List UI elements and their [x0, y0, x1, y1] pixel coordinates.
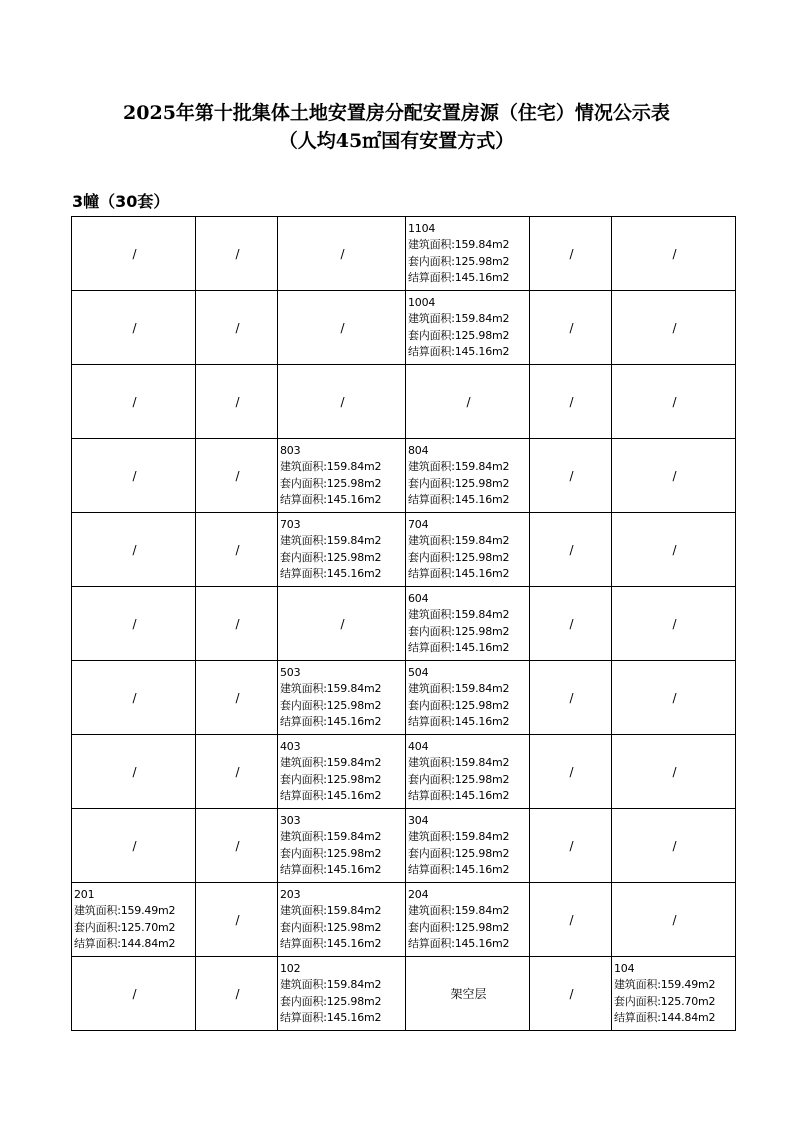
empty-unit-cell: / — [612, 735, 736, 809]
unit-cell — [278, 439, 406, 513]
page-subtitle: （人均45㎡国有安置方式） — [278, 130, 515, 152]
unit-room-number: 304 — [408, 813, 429, 827]
unit-room-number: 1004 — [408, 295, 436, 309]
empty-unit-cell: / — [72, 365, 196, 439]
unit-cell — [278, 735, 406, 809]
unit-settlement-area: 结算面积:145.16m2 — [280, 789, 382, 802]
unit-building-area: 建筑面积:159.49m2 — [74, 904, 176, 917]
unit-building-area: 建筑面积:159.84m2 — [408, 830, 510, 843]
empty-unit-cell: / — [196, 217, 278, 291]
unit-cell — [406, 291, 530, 365]
unit-room-number: 404 — [408, 739, 429, 753]
unit-inner-area: 套内面积:125.98m2 — [408, 772, 510, 786]
table-row — [72, 587, 736, 661]
table-row — [72, 883, 736, 957]
empty-unit-cell: / — [278, 217, 406, 291]
unit-settlement-area: 结算面积:144.84m2 — [614, 1011, 716, 1024]
unit-building-area: 建筑面积:159.84m2 — [408, 238, 510, 251]
empty-unit-cell: / — [196, 661, 278, 735]
empty-unit-cell: / — [72, 957, 196, 1031]
unit-room-number: 504 — [408, 665, 429, 679]
empty-unit-cell: / — [278, 365, 406, 439]
unit-inner-area: 套内面积:125.98m2 — [280, 550, 382, 564]
empty-unit-cell: / — [612, 661, 736, 735]
unit-cell — [406, 809, 530, 883]
table-row — [72, 957, 736, 1031]
page-title: 2025年第十批集体土地安置房分配安置房源（住宅）情况公示表 — [123, 102, 670, 124]
unit-settlement-area: 结算面积:145.16m2 — [408, 271, 510, 284]
unit-inner-area: 套内面积:125.98m2 — [408, 550, 510, 564]
unit-cell — [278, 957, 406, 1031]
unit-cell — [278, 883, 406, 957]
table-row — [72, 291, 736, 365]
unit-settlement-area: 结算面积:145.16m2 — [408, 937, 510, 950]
unit-cell — [406, 735, 530, 809]
empty-unit-cell: / — [72, 439, 196, 513]
empty-unit-cell: / — [530, 957, 612, 1031]
table-row — [72, 365, 736, 439]
empty-unit-cell: / — [530, 883, 612, 957]
empty-unit-cell: / — [612, 587, 736, 661]
unit-building-area: 建筑面积:159.84m2 — [408, 904, 510, 917]
unit-settlement-area: 结算面积:145.16m2 — [408, 493, 510, 506]
unit-building-area: 建筑面积:159.49m2 — [614, 978, 716, 991]
unit-room-number: 1104 — [408, 221, 436, 235]
unit-settlement-area: 结算面积:145.16m2 — [408, 641, 510, 654]
empty-unit-cell: / — [278, 291, 406, 365]
unit-settlement-area: 结算面积:145.16m2 — [280, 863, 382, 876]
empty-unit-cell: / — [196, 587, 278, 661]
unit-building-area: 建筑面积:159.84m2 — [408, 460, 510, 473]
unit-inner-area: 套内面积:125.98m2 — [408, 254, 510, 268]
empty-unit-cell: / — [72, 735, 196, 809]
unit-inner-area: 套内面积:125.98m2 — [280, 698, 382, 712]
empty-unit-cell: / — [530, 587, 612, 661]
empty-unit-cell: / — [530, 217, 612, 291]
unit-room-number: 403 — [280, 739, 301, 753]
empty-unit-cell: / — [196, 439, 278, 513]
unit-building-area: 建筑面积:159.84m2 — [280, 682, 382, 695]
unit-settlement-area: 结算面积:145.16m2 — [408, 715, 510, 728]
unit-settlement-area: 结算面积:145.16m2 — [408, 789, 510, 802]
unit-inner-area: 套内面积:125.98m2 — [408, 698, 510, 712]
table-row — [72, 735, 736, 809]
empty-unit-cell: / — [196, 809, 278, 883]
unit-building-area: 建筑面积:159.84m2 — [408, 756, 510, 769]
unit-settlement-area: 结算面积:145.16m2 — [280, 1011, 382, 1024]
unit-inner-area: 套内面积:125.98m2 — [408, 846, 510, 860]
unit-inner-area: 套内面积:125.70m2 — [614, 994, 716, 1008]
unit-inner-area: 套内面积:125.98m2 — [280, 476, 382, 490]
unit-room-number: 201 — [74, 887, 95, 901]
unit-building-area: 建筑面积:159.84m2 — [280, 830, 382, 843]
unit-inner-area: 套内面积:125.98m2 — [408, 920, 510, 934]
table-row — [72, 661, 736, 735]
unit-settlement-area: 结算面积:145.16m2 — [280, 715, 382, 728]
empty-unit-cell: / — [612, 439, 736, 513]
unit-inner-area: 套内面积:125.70m2 — [74, 920, 176, 934]
unit-settlement-area: 结算面积:145.16m2 — [408, 863, 510, 876]
unit-inner-area: 套内面积:125.98m2 — [408, 624, 510, 638]
table-row — [72, 217, 736, 291]
building-label: 3幢（30套） — [72, 192, 170, 211]
unit-building-area: 建筑面积:159.84m2 — [408, 312, 510, 325]
unit-building-area: 建筑面积:159.84m2 — [280, 534, 382, 547]
unit-cell — [406, 217, 530, 291]
empty-unit-cell: / — [612, 291, 736, 365]
unit-room-number: 803 — [280, 443, 301, 457]
housing-table — [71, 216, 736, 1031]
unit-settlement-area: 结算面积:145.16m2 — [280, 567, 382, 580]
table-row — [72, 513, 736, 587]
empty-unit-cell: / — [72, 587, 196, 661]
unit-room-number: 503 — [280, 665, 301, 679]
empty-unit-cell: / — [196, 513, 278, 587]
unit-cell — [612, 957, 736, 1031]
unit-building-area: 建筑面积:159.84m2 — [408, 608, 510, 621]
unit-settlement-area: 结算面积:145.16m2 — [408, 345, 510, 358]
unit-room-number: 303 — [280, 813, 301, 827]
empty-unit-cell: / — [612, 809, 736, 883]
unit-cell — [406, 439, 530, 513]
empty-unit-cell: / — [72, 291, 196, 365]
empty-unit-cell: / — [72, 809, 196, 883]
unit-cell — [406, 513, 530, 587]
empty-unit-cell: / — [530, 661, 612, 735]
unit-room-number: 704 — [408, 517, 429, 531]
empty-unit-cell: / — [530, 809, 612, 883]
empty-unit-cell: / — [72, 513, 196, 587]
unit-building-area: 建筑面积:159.84m2 — [280, 904, 382, 917]
empty-unit-cell: / — [196, 291, 278, 365]
unit-cell — [406, 661, 530, 735]
empty-unit-cell: / — [530, 513, 612, 587]
unit-building-area: 建筑面积:159.84m2 — [280, 756, 382, 769]
unit-room-number: 804 — [408, 443, 429, 457]
unit-cell — [278, 809, 406, 883]
empty-unit-cell: / — [196, 365, 278, 439]
empty-unit-cell: / — [530, 291, 612, 365]
unit-settlement-area: 结算面积:145.16m2 — [280, 493, 382, 506]
empty-unit-cell: / — [530, 365, 612, 439]
unit-inner-area: 套内面积:125.98m2 — [280, 772, 382, 786]
empty-unit-cell: / — [72, 661, 196, 735]
unit-building-area: 建筑面积:159.84m2 — [280, 460, 382, 473]
unit-cell — [278, 661, 406, 735]
unit-room-number: 604 — [408, 591, 429, 605]
unit-room-number: 203 — [280, 887, 301, 901]
empty-unit-cell: / — [612, 365, 736, 439]
unit-inner-area: 套内面积:125.98m2 — [408, 328, 510, 342]
empty-unit-cell: / — [612, 513, 736, 587]
empty-unit-cell: / — [530, 735, 612, 809]
unit-cell — [406, 587, 530, 661]
unit-inner-area: 套内面积:125.98m2 — [408, 476, 510, 490]
empty-unit-cell: / — [530, 439, 612, 513]
empty-unit-cell: / — [612, 883, 736, 957]
unit-building-area: 建筑面积:159.84m2 — [408, 534, 510, 547]
empty-unit-cell: / — [196, 883, 278, 957]
unit-cell — [406, 883, 530, 957]
unit-building-area: 建筑面积:159.84m2 — [280, 978, 382, 991]
empty-unit-cell: / — [196, 735, 278, 809]
empty-unit-cell: / — [196, 957, 278, 1031]
unit-settlement-area: 结算面积:144.84m2 — [74, 937, 176, 950]
unit-building-area: 建筑面积:159.84m2 — [408, 682, 510, 695]
unit-inner-area: 套内面积:125.98m2 — [280, 994, 382, 1008]
empty-unit-cell: / — [612, 217, 736, 291]
unit-inner-area: 套内面积:125.98m2 — [280, 846, 382, 860]
table-row — [72, 809, 736, 883]
unit-room-number: 104 — [614, 961, 635, 975]
unit-room-number: 102 — [280, 961, 301, 975]
empty-unit-cell: / — [72, 217, 196, 291]
empty-unit-cell: / — [278, 587, 406, 661]
unit-inner-area: 套内面积:125.98m2 — [280, 920, 382, 934]
empty-unit-cell: / — [406, 365, 530, 439]
unit-cell — [278, 513, 406, 587]
unit-settlement-area: 结算面积:145.16m2 — [280, 937, 382, 950]
unit-room-number: 204 — [408, 887, 429, 901]
stilt-floor-cell: 架空层 — [406, 957, 530, 1031]
unit-cell — [72, 883, 196, 957]
unit-room-number: 703 — [280, 517, 301, 531]
unit-settlement-area: 结算面积:145.16m2 — [408, 567, 510, 580]
table-row — [72, 439, 736, 513]
